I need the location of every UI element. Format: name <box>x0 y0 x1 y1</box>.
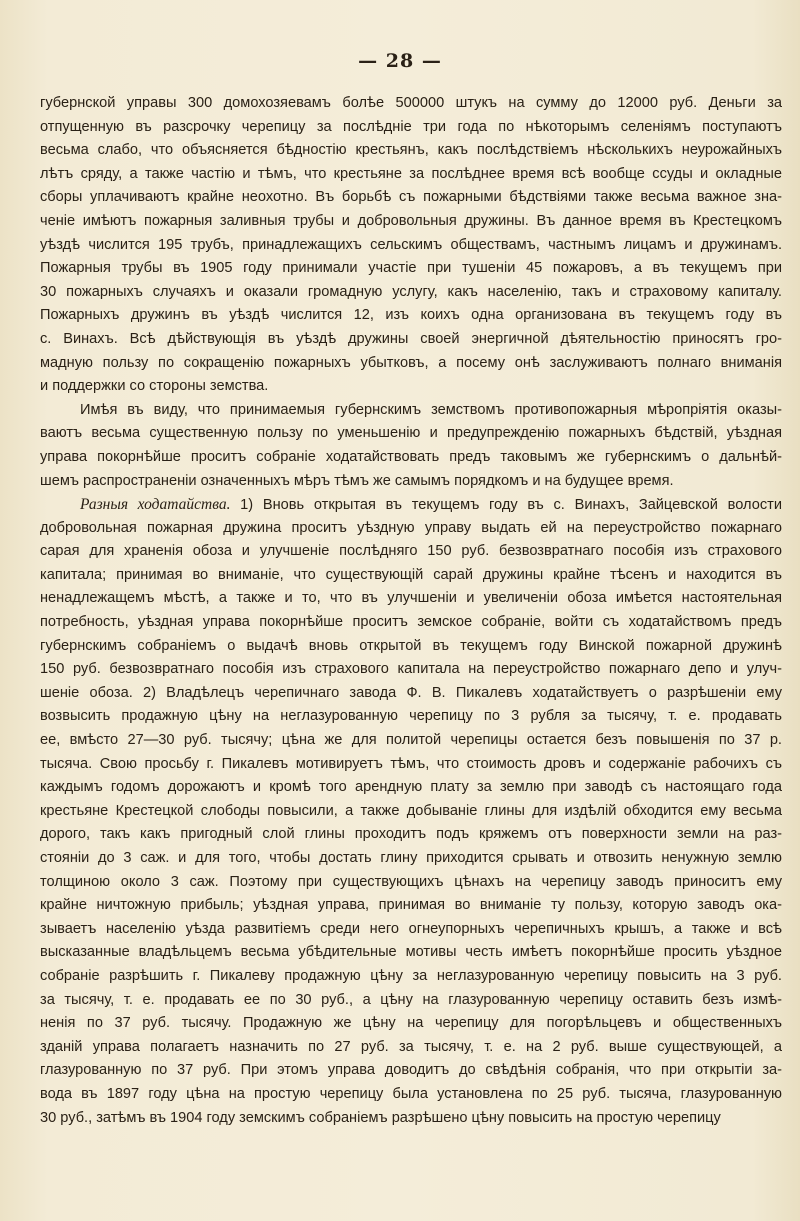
text-line: управа покорнѣйше проситъ собраніе ходатайствовать предъ таковымъ же губернскимъ о дальнѣй- <box>40 448 782 465</box>
text-line: отпущенную въ разсрочку черепицу за послѣдніе три года по нѣкоторымъ селеніямъ поступаютъ <box>40 118 782 135</box>
text-line: собраніе разрѣшить г. Пикалеву продажную цѣну за неглазурованную черепицу повысить на 3 руб. <box>40 967 782 984</box>
text-line: шемъ распространеніи означенныхъ мѣръ тѣмъ же самымъ порядкомъ и на будущее время. <box>40 472 674 489</box>
text-line: капитала; принимая во вниманіе, что существующій сарай дружины крайне тѣсенъ и находится въ <box>40 566 782 583</box>
text-line: 150 руб. безвозвратнаго пособія изъ страхового капитала на переустройство пожарнаго депо и улуч- <box>40 661 782 678</box>
text-line: лѣтъ сряду, а также частію и тѣмъ, что крестьяне за послѣднее время всѣ вообще ссуды и окладные <box>40 165 782 182</box>
text-line: высказанные владѣльцемъ весьма убѣдительные мотивы честь имѣетъ покорнѣйше просить уѣздное <box>40 944 782 961</box>
text-line: губернскимъ собраніемъ о выдачѣ вновь открытой въ текущемъ году Винской пожарной дружинѣ <box>40 637 782 654</box>
text-line: за тысячу, т. е. продавать ее по 30 руб., а цѣну на глазурованную черепицу оставить безъ измѣ- <box>40 991 782 1008</box>
text-line: ваютъ весьма существенную пользу по уменьшенію и предупрежденію пожарныхъ бѣдствій, уѣздная <box>40 425 782 442</box>
text-line: Пожарныхъ дружинъ въ уѣздѣ числится 12, изъ коихъ одна организована въ текущемъ году въ <box>40 307 782 324</box>
text-line: ченіе имѣютъ пожарныя заливныя трубы и добровольныя дружины. Въ данное время въ Крестецкомъ <box>40 212 782 229</box>
text-line: глазурованную по 37 руб. При этомъ управа доводитъ до свѣдѣнія собранія, что при открытіи за- <box>40 1062 782 1079</box>
text-line: добровольная пожарная дружина проситъ уѣздную управу выдать ей на переустройство пожарнаго <box>40 519 782 536</box>
text-line: стояніи до 3 саж. и для того, чтобы достать глину приходится срывать и отвозить ненужную землю <box>40 850 782 866</box>
section-heading: Разныя ходатайства. <box>80 496 231 514</box>
text-line: с. Винахъ. Всѣ дѣйствующія въ уѣздѣ дружины своей энергичной дѣятельностію приносятъ гро- <box>40 330 782 347</box>
text-line: каждымъ годомъ дорожаютъ и кромѣ того арендную плату за землю при заводѣ съ настоящаго года <box>40 779 782 796</box>
text-line: мадную пользу по сокращенію пожарныхъ убытковъ, а посему онѣ заслуживаютъ полнаго вниманія <box>40 354 782 371</box>
text-line: ненадлежащемъ мѣстѣ, а также и то, что въ улучшеніи и увеличеніи обоза имѣется настоятельная <box>40 590 782 607</box>
text-line: зываетъ населенію уѣзда развитіемъ среди него огнеупорныхъ черепичныхъ крышъ, а также и всѣ <box>40 920 782 937</box>
text-line-rest: 1) Вновь открытая въ текущемъ году въ с. Винахъ, Зайцевской волости <box>230 497 782 514</box>
text-line: сарая для храненія обоза и улучшеніе послѣдняго 150 руб. безвозвратнаго пособія изъ страхового <box>40 543 782 560</box>
text-line: 30 руб., затѣмъ въ 1904 году земскимъ собраніемъ разрѣшено цѣну повысить на простую черепицу <box>40 1109 721 1126</box>
text-line: крестьяне Крестецкой слободы повысили, а также добываніе глины для издѣлій обходится ему весьма <box>40 802 782 819</box>
text-line: вода въ 1897 году цѣна на простую черепицу была установлена по 25 руб. тысяча, глазурованную <box>40 1085 782 1102</box>
text-line: шеніе обоза. 2) Владѣлецъ черепичнаго завода Ф. В. Пикалевъ ходатайствуетъ о разрѣшеніи ему <box>40 684 782 701</box>
paragraph <box>40 493 782 1130</box>
text-line: Пожарныя трубы въ 1905 году принимали участіе при тушеніи 45 пожаровъ, а въ текущемъ при <box>40 260 782 277</box>
paragraph <box>40 399 782 493</box>
text-line <box>40 493 782 517</box>
body-text <box>40 92 782 1130</box>
text-line: дорого, такъ какъ пригодный слой глины проходитъ подъ кряжемъ отъ поверхности земли на раз- <box>40 826 782 843</box>
text-line: уѣздѣ числится 195 трубъ, принадлежащихъ сельскимъ обществамъ, частнымъ лицамъ и дружинамъ. <box>40 236 782 253</box>
text-line: весьма слабо, что объясняется бѣдностію крестьянъ, какъ послѣдствіемъ нѣсколькихъ неурожайныхъ <box>40 142 782 159</box>
text-line: Имѣя въ виду, что принимаемыя губернскимъ земствомъ противопожарныя мѣропріятія оказы- <box>80 401 782 418</box>
text-line: тысяча. Свою просьбу г. Пикалевъ мотивируетъ тѣмъ, что стоимость дровъ и содержаніе рабочихъ съ <box>40 755 782 772</box>
page-number: — 28 — <box>358 50 442 72</box>
text-line: крайне ничтожную прибыль; уѣздная управа, принимая во вниманіе ту пользу, которую заводъ ока- <box>40 897 782 914</box>
text-line: зданій управа полагаетъ назначить по 27 руб. за тысячу, т. е. на 2 руб. выше существующей, а <box>40 1038 782 1055</box>
text-line: ненія по 37 руб. тысячу. Продажную же цѣну на черепицу для погорѣльцевъ и общественныхъ <box>40 1015 782 1032</box>
text-line: и поддержки со стороны земства. <box>40 378 269 395</box>
text-line: губернской управы 300 домохозяевамъ болѣе 500000 штукъ на сумму до 12000 руб. Деньги за <box>40 95 782 111</box>
text-line: толщиною около 3 саж. Поэтому при существующихъ цѣнахъ на черепицу заводъ приноситъ ему <box>40 873 782 890</box>
paragraph <box>40 92 782 399</box>
text-line: 30 пожарныхъ случаяхъ и оказали громадную услугу, какъ населенію, такъ и страховому капиталу. <box>40 283 782 300</box>
text-line: ее, вмѣсто 27—30 руб. тысячу; цѣна же для политой черепицы остается безъ повышенія по 37 р. <box>40 732 782 749</box>
text-line: возвысить продажную цѣну на неглазурованную черепицу по 3 рубля за тысячу, т. е. продавать <box>40 708 782 725</box>
text-line: потребность, уѣздная управа покорнѣйше проситъ земское собраніе, войти съ ходатайствомъ предъ <box>40 614 782 631</box>
text-line: сборы уплачиваютъ крайне неохотно. Въ борьбѣ съ пожарными бѣдствіями также весьма важное зна- <box>40 189 782 206</box>
